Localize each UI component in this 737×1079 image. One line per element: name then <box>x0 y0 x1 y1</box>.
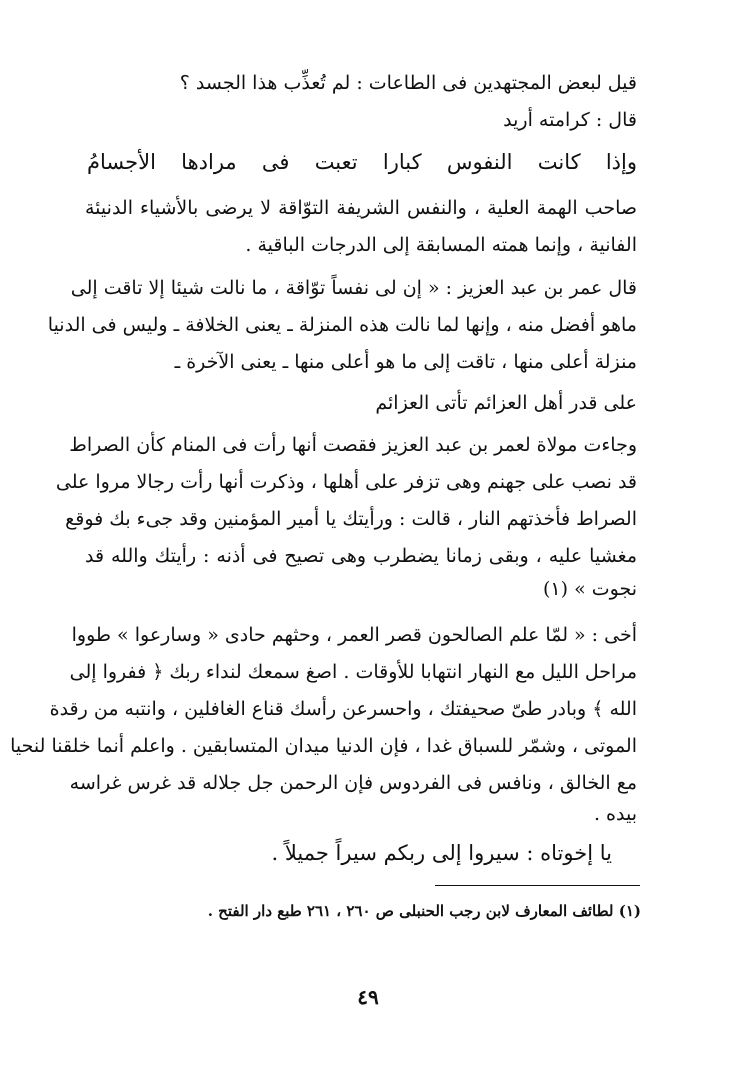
text-line-15: أخى : « لمّا علم الصالحون قصر العمر ، وحثهم حادى « وسارعوا » طووا <box>71 624 637 646</box>
text-line-1: قيل لبعض المجتهدين فى الطاعات : لم تُعذِّب هذا الجسد ؟ <box>179 72 637 94</box>
text-line-12: الصراط فأخذتهم النار ، قالت : ورأيتك يا أمير المؤمنين وقد جىء بك فوقع <box>65 508 637 530</box>
text-line-18: الموتى ، وشمّر للسباق غدا ، فإن الدنيا ميدان المتسابقين . واعلم أنما خلقنا لنحيا <box>10 735 637 757</box>
text-line-19: مع الخالق ، ونافس فى الفردوس فإن الرحمن جل جلاله قد غرس غراسه <box>69 772 637 794</box>
text-line-8: منزلة أعلى منها ، تاقت إلى ما هو أعلى منها ـ يعنى الآخرة ـ <box>174 351 637 373</box>
text-line-14: نجوت » (١) <box>542 578 637 600</box>
text-line-20: بيده . <box>593 803 637 825</box>
text-line-13: مغشيا عليه ، وبقى زمانا يضطرب وهى تصيح فى أذنه : رأيتك والله قد <box>85 545 637 567</box>
footnote: (١) لطائف المعارف لابن رجب الحنبلى ص ٢٦٠ ، ٢٦١ طبع دار الفتح . <box>207 902 641 920</box>
text-line-6: قال عمر بن عبد العزيز : « إن لى نفساً توّاقة ، ما نالت شيئا إلا تاقت إلى <box>70 277 637 299</box>
closing-line: يا إخوتاه : سيروا إلى ربكم سيراً جميلاً . <box>271 841 612 865</box>
text-line-11: قد نصب على جهنم وهى تزفر على أهلها ، وذكرت أنها رأت رجالا مروا على <box>55 471 637 493</box>
text-line-10: وجاءت مولاة لعمر بن عبد العزيز فقصت أنها رأت فى المنام كأن الصراط <box>69 434 637 456</box>
poetry-verse-1: وإذا كانت النفوس كبارا تعبت فى مرادها الأجسامُ <box>87 150 637 174</box>
poetry-verse-2: على قدر أهل العزائم تأتى العزائم <box>375 392 637 414</box>
text-line-2: قال : كرامته أريد <box>503 109 637 131</box>
text-line-4: صاحب الهمة العلية ، والنفس الشريفة التوّاقة لا يرضى بالأشياء الدنيئة <box>85 197 637 219</box>
text-line-7: ماهو أفضل منه ، وإنها لما نالت هذه المنزلة ـ يعنى الخلافة ـ وليس فى الدنيا <box>47 314 637 336</box>
text-line-17: الله ﴾ وبادر طىّ صحيفتك ، واحسرعن رأسك قناع الغافلين ، وانتبه من رقدة <box>49 698 637 720</box>
page-number: ٤٩ <box>357 985 379 1009</box>
text-line-5: الفانية ، وإنما همته المسابقة إلى الدرجات الباقية . <box>245 234 637 256</box>
text-line-16: مراحل الليل مع النهار انتهابا للأوقات . اصغ سمعك لنداء ربك ﴿ ففروا إلى <box>69 661 637 683</box>
footnote-divider <box>435 885 640 886</box>
